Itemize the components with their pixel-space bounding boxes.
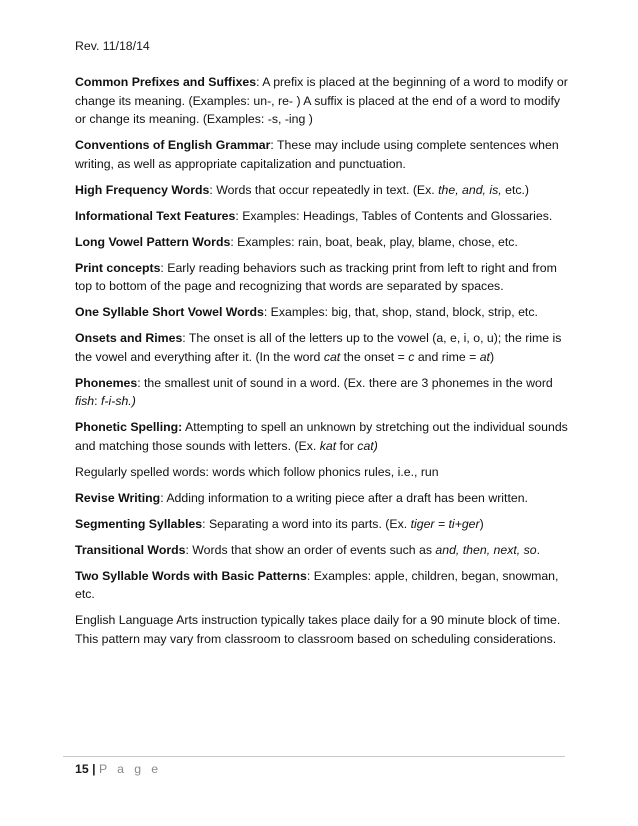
glossary-entry: [75, 515, 570, 534]
glossary-text: and, then, next, so: [435, 542, 537, 557]
glossary-text: English Language Arts instruction typically takes place daily for a 90 minute block of time. This pattern may vary from classroom to classroom based on scheduling considerations.: [75, 613, 561, 646]
footer-separator: |: [92, 762, 96, 776]
glossary-entry: [75, 489, 570, 508]
glossary-text: f-i-sh.): [100, 394, 136, 408]
glossary-entry: [75, 418, 570, 455]
glossary-text: ): [479, 516, 484, 531]
glossary-text: cat: [323, 349, 341, 364]
glossary-term: Revise Writing: [75, 490, 161, 505]
glossary-text: the, and, is,: [438, 182, 502, 197]
glossary-text: .: [536, 542, 541, 557]
glossary-text: : Examples: rain, boat, beak, play, blame, chose, etc.: [230, 234, 518, 249]
glossary-entry: [75, 374, 570, 411]
glossary-entry: [75, 463, 570, 482]
glossary-text: for: [336, 438, 358, 453]
glossary-text: Regularly spelled words: words which follow phonics rules, i.e., run: [75, 464, 439, 479]
glossary-text: at: [479, 349, 490, 364]
glossary-text: : Words that show an order of events such as: [185, 542, 436, 557]
glossary-term: Two Syllable Words with Basic Patterns: [75, 568, 307, 583]
glossary-term: High Frequency Words: [75, 182, 210, 197]
glossary-text: Attempting to spell an unknown by stretching out the individual sounds and matching those sounds with letters. (Ex.: [75, 420, 568, 453]
glossary-term: Long Vowel Pattern Words: [75, 234, 231, 249]
glossary-text: ): [489, 349, 495, 364]
page-label: P a g e: [98, 762, 162, 776]
glossary-term: Phonetic Spelling:: [75, 420, 183, 434]
glossary-text: : The onset is all of the letters up to the vowel (a, e, i, o, u); the rime is the vowel and everything after it. (In the word: [75, 331, 562, 364]
glossary-text: : Examples: apple, children, began, snowman, etc.: [75, 568, 559, 601]
glossary-text: : A prefix is placed at the beginning of a word to modify or change its meaning. (Examples: un-, re- ) A suffix is placed at the end of a word to modify or change its meaning. (Examples: -s, -ing ): [75, 75, 568, 126]
glossary-text: : Examples: big, that, shop, stand, block, strip, etc.: [263, 305, 538, 319]
glossary-entry: [75, 567, 570, 604]
glossary-entry: [75, 181, 570, 200]
glossary-text: kat: [319, 438, 337, 453]
glossary-text: the onset =: [340, 349, 409, 364]
glossary-term: One Syllable Short Vowel Words: [75, 305, 264, 319]
glossary-text: : Words that occur repeatedly in text. (Ex.: [209, 182, 439, 197]
glossary-text: etc.): [501, 182, 530, 197]
glossary-text: c: [408, 349, 415, 364]
glossary-text: : Early reading behaviors such as tracking print from left to right and from top to bottom of the page and recognizing that words are separated by spaces.: [75, 260, 557, 293]
glossary-text: fish: [75, 394, 95, 408]
glossary-text: and rime =: [414, 349, 480, 364]
glossary-entry: [75, 541, 570, 560]
glossary-term: Segmenting Syllables: [75, 516, 203, 531]
glossary-term: Phonemes: [75, 375, 138, 390]
glossary-term: Informational Text Features: [75, 208, 236, 223]
glossary-entry: [75, 259, 570, 296]
glossary-text: :: [94, 394, 101, 408]
glossary-text: : Separating a word into its parts. (Ex.: [202, 516, 411, 531]
glossary-entry: [75, 329, 570, 366]
glossary-term: Transitional Words: [75, 542, 186, 557]
footer-divider: [63, 756, 565, 757]
glossary-term: Print concepts: [75, 260, 161, 275]
glossary-text: cat): [357, 438, 378, 453]
page-footer: [75, 762, 162, 776]
glossary-entry: [75, 136, 570, 173]
glossary-entry: [75, 611, 570, 648]
glossary-term: Conventions of English Grammar: [75, 138, 271, 152]
glossary-term: Common Prefixes and Suffixes: [75, 75, 257, 89]
page-number: 15: [75, 762, 89, 776]
glossary-entry: [75, 303, 570, 322]
revision-date: Rev. 11/18/14: [75, 39, 150, 53]
glossary-text: : Examples: Headings, Tables of Contents and Glossaries.: [235, 208, 553, 223]
glossary-entry: [75, 233, 570, 252]
glossary-text: tiger = ti+ger: [410, 516, 480, 531]
glossary-text: : These may include using complete sentences when writing, as well as appropriate capitalization and punctuation.: [75, 138, 559, 171]
glossary-term: Onsets and Rimes: [75, 331, 183, 345]
glossary-text: : the smallest unit of sound in a word. (Ex. there are 3 phonemes in the word: [137, 375, 553, 390]
glossary-text: : Adding information to a writing piece after a draft has been written.: [160, 490, 528, 505]
glossary-entry: [75, 207, 570, 226]
glossary-body: [75, 73, 570, 656]
glossary-entry: [75, 73, 570, 129]
